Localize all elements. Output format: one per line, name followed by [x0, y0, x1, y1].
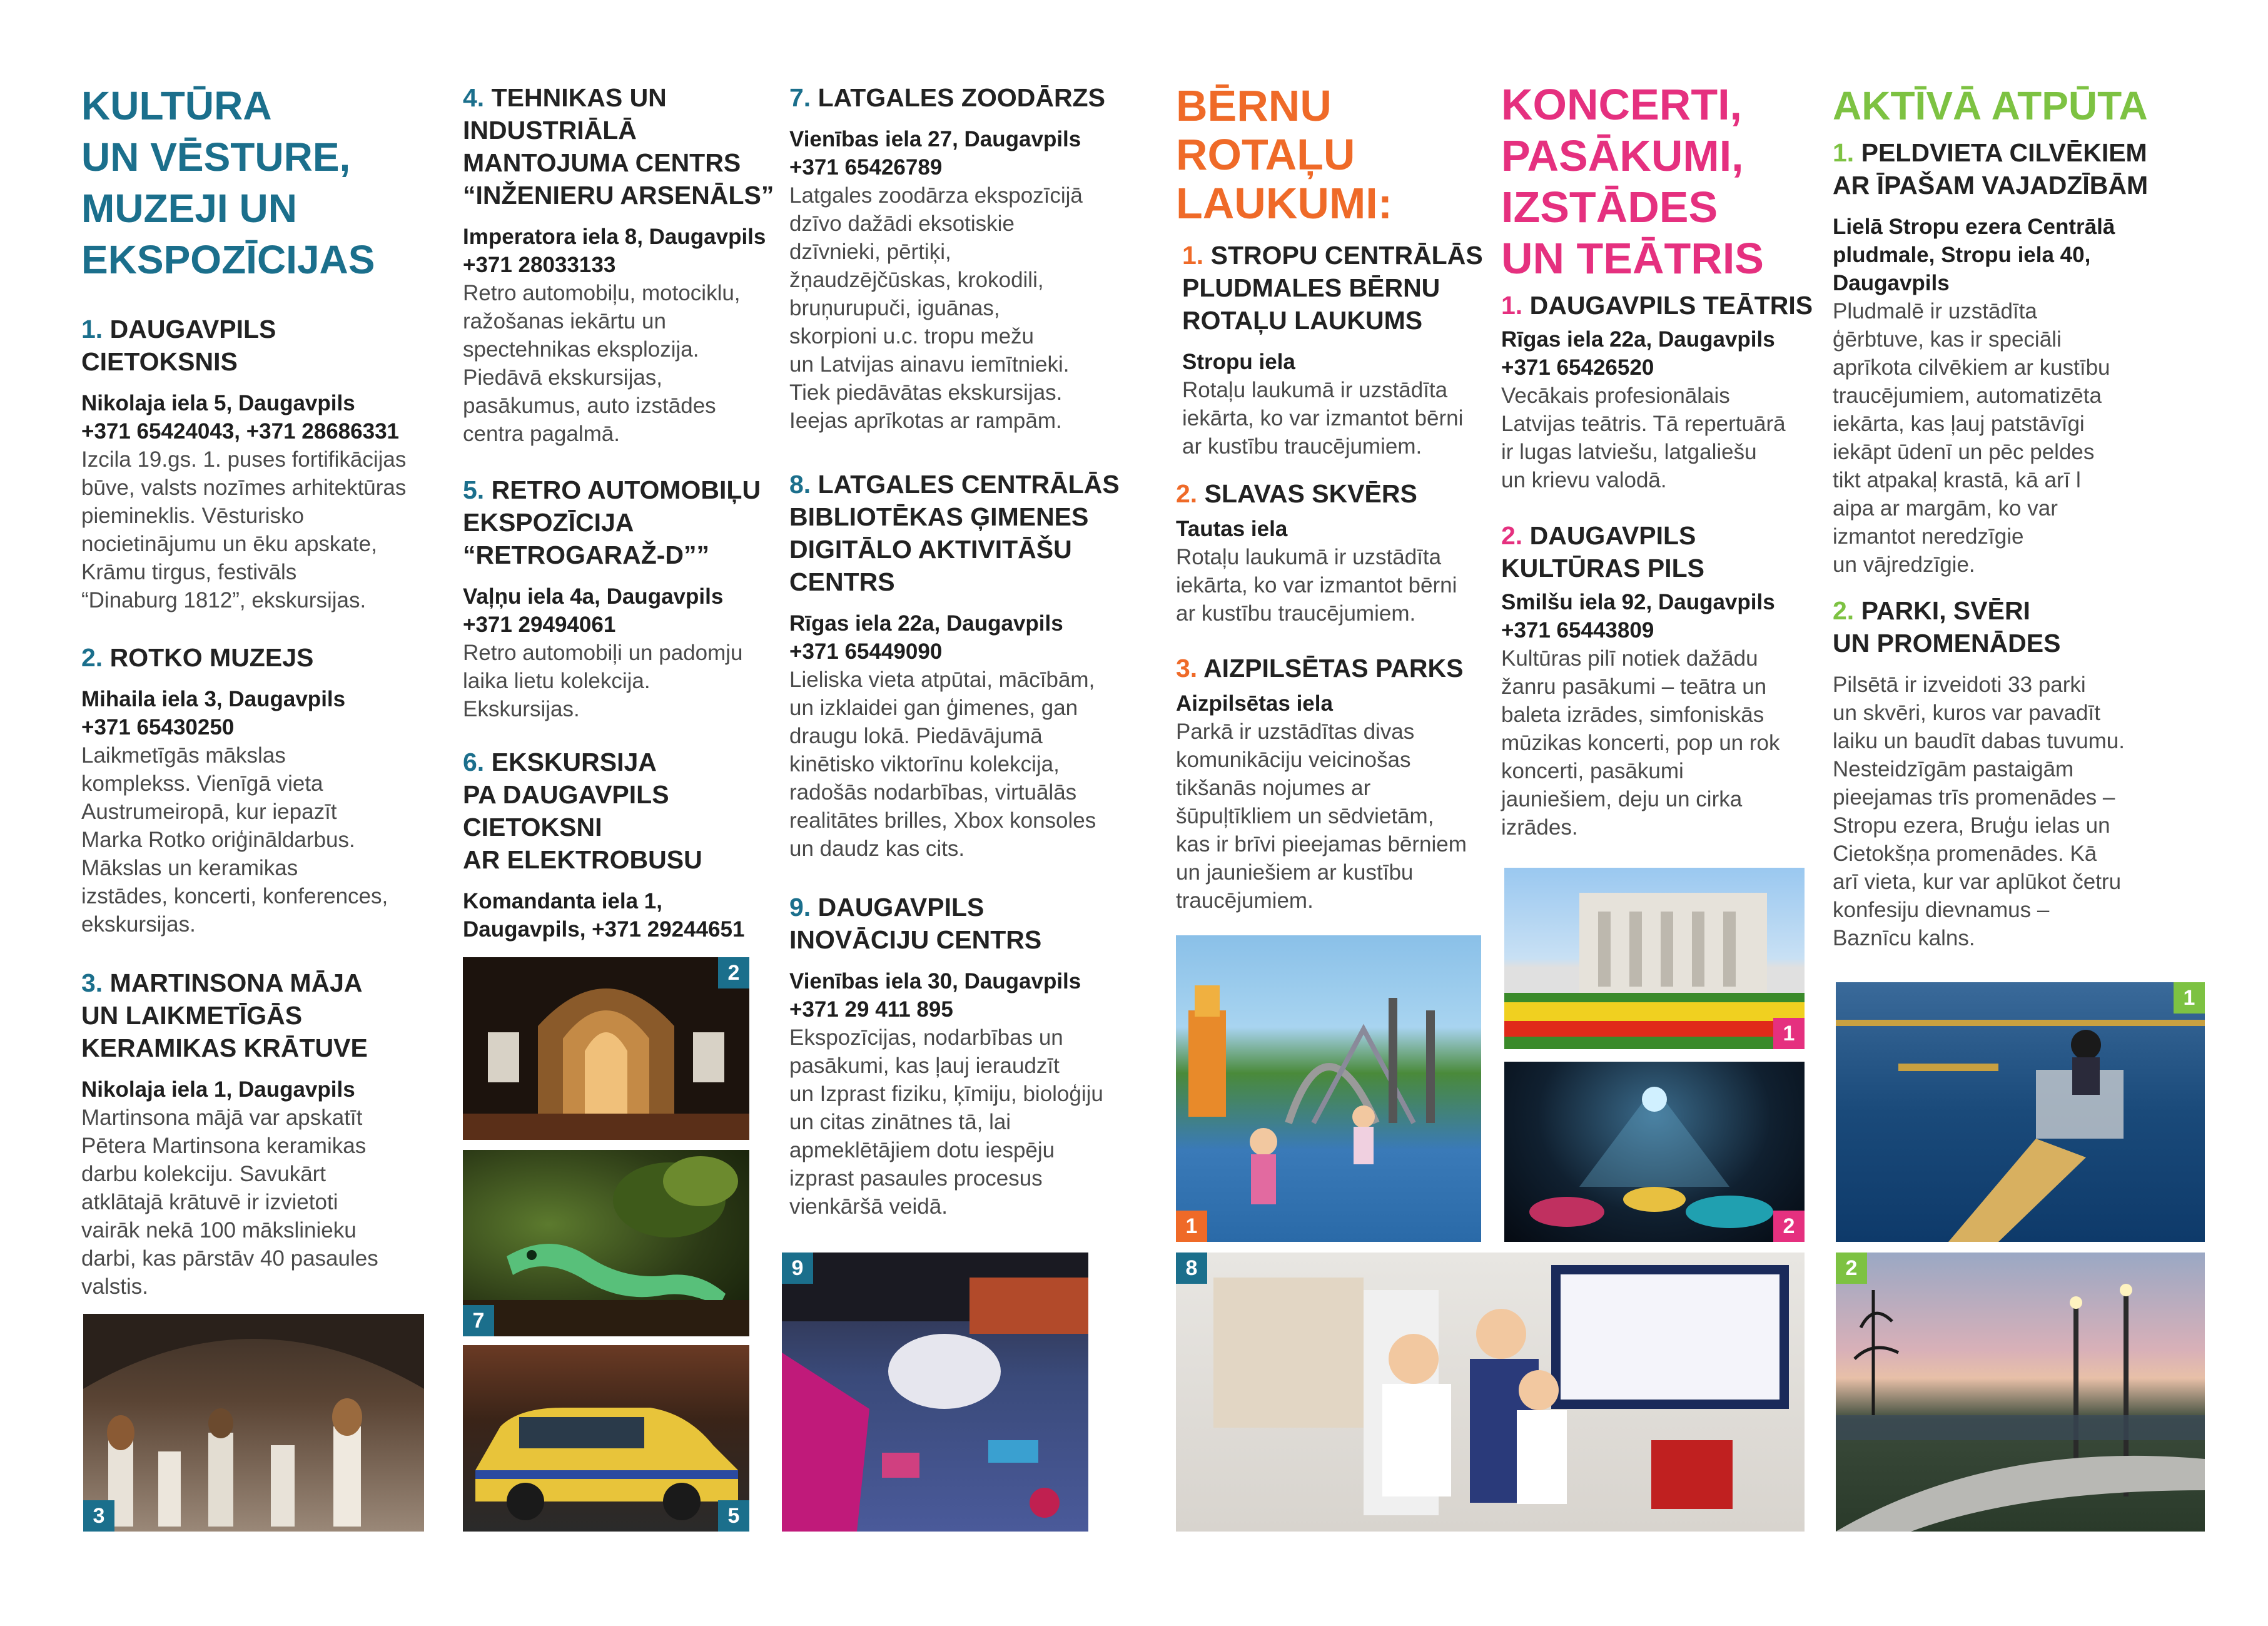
entry-number: 2.: [81, 643, 103, 672]
badge-2: 2: [718, 957, 749, 988]
entry-address: Tautas iela: [1176, 517, 1288, 541]
entry-address: Komandanta iela 1, Daugavpils, +371 29244651: [463, 889, 745, 942]
entry-title: RETRO AUTOMOBIĻU EKSPOZĪCIJA “RETROGARAŽ-D””: [463, 475, 761, 569]
entry-description: Retro automobiļu, motociklu, ražošanas iekārtu un spectehnikas eksplozija. Piedāvā ekskursijas, pasākumus, auto izstādes centra pagalmā.: [463, 281, 741, 446]
entry-title: PELDVIETA CILVĒKIEM AR ĪPAŠAM VAJADZĪBĀM: [1833, 138, 2149, 200]
badge-8: 8: [1176, 1253, 1207, 1284]
entry-title: DAUGAVPILS CIETOKSNIS: [81, 315, 276, 376]
culture-heading: KULTŪRA UN VĒSTURE, MUZEJI UN EKSPOZĪCIJAS: [81, 83, 375, 282]
entry-description: Rotaļu laukumā ir uzstādīta iekārta, ko var izmantot bērni ar kustību traucējumiem.: [1182, 378, 1464, 459]
library-kids-illustration: [1176, 1253, 1805, 1532]
entry-title: MARTINSONA MĀJA UN LAIKMETĪGĀS KERAMIKAS KRĀTUVE: [81, 968, 368, 1062]
entry-number: 3.: [1176, 654, 1198, 683]
events-entry-2: [1501, 519, 1826, 841]
swim-platform-photo: [1836, 982, 2205, 1242]
culture-entry-4: [463, 81, 776, 448]
kids-entry-3: [1176, 652, 1489, 915]
playground-illustration: [1176, 935, 1481, 1242]
entry-title: LATGALES ZOODĀRZS: [818, 83, 1105, 112]
entry-title: DAUGAVPILS KULTŪRAS PILS: [1501, 521, 1704, 582]
entry-title: PARKI, SVĒRI UN PROMENĀDES: [1833, 596, 2061, 658]
entry-address: Imperatora iela 8, Daugavpils +371 28033133: [463, 225, 766, 277]
entry-address: Stropu iela: [1182, 350, 1295, 374]
entry-description: Ekspozīcijas, nodarbības un pasākumi, kas ļauj ieraudzīt un Izprast fiziku, ķīmiju, bioloģiju un citas zinātnes tā, lai apmeklētājiem dotu iespēju izprast pasaules procesus vienkāršā veidā.: [789, 1025, 1103, 1219]
entry-address: Vaļņu iela 4a, Daugavpils +371 29494061: [463, 584, 724, 637]
culture-entry-9: [789, 891, 1127, 1221]
entry-address: Smilšu iela 92, Daugavpils +371 65443809: [1501, 590, 1775, 643]
entry-title: AIZPILSĒTAS PARKS: [1203, 654, 1464, 683]
entry-description: Rotaļu laukumā ir uzstādīta iekārta, ko var izmantot bērni ar kustību traucējumiem.: [1176, 545, 1457, 626]
entry-description: Pilsētā ir izveidoti 33 parki un skvēri, kuros var pavadīt laiku un baudīt dabas tuvumu. Nesteidzīgām pastaigām pieejamas trīs promenādes – Stropu ezera, Bruģu ielas un Cietokšņa promenādes. Kā arī vieta, kur var aplūkot četru konfesiju dievnamus – Baznīcu kalns.: [1833, 673, 2125, 950]
entry-title: DAUGAVPILS INOVĀCIJU CENTRS: [789, 893, 1042, 954]
entry-number: 1.: [1833, 138, 1855, 167]
kids-entry-1: [1182, 239, 1489, 460]
entry-address: Vienības iela 30, Daugavpils +371 29 411 895: [789, 969, 1081, 1022]
entry-number: 5.: [463, 475, 485, 504]
promenade-photo: [1836, 1253, 2205, 1532]
entry-number: 8.: [789, 470, 811, 499]
entry-number: 3.: [81, 968, 103, 997]
events-heading: KONCERTI, PASĀKUMI, IZSTĀDES UN TEĀTRIS: [1501, 80, 1764, 283]
entry-description: Martinsona mājā var apskatīt Pētera Martinsona keramikas darbu kolekciju. Savukārt atklātajā krātuvē ir izvietoti vairāk nekā 100 mākslinieku darbi, kas pārstāv 40 pasaules valstis.: [81, 1105, 378, 1299]
entry-title: EKSKURSIJA PA DAUGAVPILS CIETOKSNI AR ELEKTROBUSU: [463, 748, 702, 874]
theatre-photo: [1504, 868, 1805, 1049]
retro-car-photo: [463, 1345, 749, 1532]
entry-address: Lielā Stropu ezera Centrālā pludmale, Stropu iela 40, Daugavpils: [1833, 215, 2115, 295]
badge-active-2: 2: [1836, 1253, 1867, 1284]
culture-entry-2: [81, 641, 432, 938]
theatre-illustration: [1504, 868, 1805, 1049]
badge-3: 3: [83, 1500, 114, 1532]
culture-entry-5: [463, 474, 776, 723]
entry-address: Rīgas iela 22a, Daugavpils +371 65449090: [789, 611, 1063, 664]
entry-title: SLAVAS SKVĒRS: [1204, 479, 1417, 508]
swim-platform-illustration: [1836, 982, 2205, 1242]
entry-address: Aizpilsētas iela: [1176, 691, 1333, 716]
culture-entry-6: [463, 746, 776, 943]
entry-number: 2.: [1501, 521, 1523, 550]
retro-car-illustration: [463, 1345, 749, 1532]
badge-5: 5: [718, 1500, 749, 1532]
entry-description: Kultūras pilī notiek dažādu žanru pasākumi – teātra un baleta izrādes, simfoniskās mūzikas koncerti, pop un rok koncerti, pasākumi jauniešiem, deju un cirka izrādes.: [1501, 646, 1780, 840]
badge-kids-1: 1: [1176, 1211, 1207, 1242]
entry-description: Vecākais profesionālais Latvijas teātris. Tā repertuārā ir lugas latviešu, latgaliešu un krievu valodā.: [1501, 384, 1786, 492]
fortress-vault-illustration: [463, 957, 749, 1140]
iguana-photo: [463, 1150, 749, 1336]
active-entry-1: [1833, 136, 2183, 579]
entry-number: 2.: [1176, 479, 1198, 508]
entry-title: ROTKO MUZEJS: [109, 643, 314, 672]
promenade-illustration: [1836, 1253, 2205, 1532]
iguana-illustration: [463, 1150, 749, 1336]
entry-address: Nikolaja iela 1, Daugavpils: [81, 1077, 355, 1102]
entry-number: 6.: [463, 748, 485, 776]
entry-description: Parkā ir uzstādītas divas komunikāciju veicinošas tikšanās nojumes ar šūpuļtīkliem un sēdvietām, kas ir brīvi pieejamas bērniem un jauniešiem ar kustību traucējumiem.: [1176, 719, 1467, 913]
entry-number: 2.: [1833, 596, 1855, 625]
ceramics-storage-photo: [83, 1314, 424, 1532]
entry-description: Laikmetīgās mākslas komplekss. Vienīgā vieta Austrumeiropā, kur iepazīt Marka Rotko oriģināldarbus. Mākslas un keramikas izstādes, koncerti, konferences, ekskursijas.: [81, 743, 388, 937]
entry-number: 9.: [789, 893, 811, 922]
entry-description: Lieliska vieta atpūtai, mācībām, un izklaidei gan ģimenes, gan draugu lokā. Piedāvājumā kinētisko viktorīnu kolekcija, radošās nodarbības, virtuālās realitātes brilles, Xbox konsoles un daudz kas cits.: [789, 668, 1096, 861]
entry-address: Rīgas iela 22a, Daugavpils +371 65426520: [1501, 327, 1775, 380]
playground-photo: [1176, 935, 1481, 1242]
entry-title: DAUGAVPILS TEĀTRIS: [1529, 291, 1813, 320]
entry-description: Pludmalē ir uzstādīta ģērbtuve, kas ir speciāli aprīkota cilvēkiem ar kustību traucējumiem, automatizēta iekārta, kas ļauj patstāvīgi iekāpt ūdenī un pēc peldes tikt atpakaļ krastā, kā arī l aipa ar margām, ko var izmantot neredzīgie un vājredzīgie.: [1833, 299, 2110, 577]
entry-number: 1.: [1501, 291, 1523, 320]
ceramics-storage-illustration: [83, 1314, 424, 1532]
culture-entry-7: [789, 81, 1127, 435]
culture-entry-3: [81, 967, 432, 1301]
fortress-vault-photo: [463, 957, 749, 1140]
entry-description: Latgales zoodārza ekspozīcijā dzīvo dažādi eksotiskie dzīvnieki, pērtiķi, žņaudzējčūskas, krokodili, bruņurupuči, iguānas, skorpioni u.c. tropu mežu un Latvijas ainavu iemītnieki. Tiek piedāvātas ekskursijas. Ieejas aprīkotas ar rampām.: [789, 183, 1083, 433]
innovation-center-illustration: [782, 1253, 1088, 1532]
entry-description: Izcila 19.gs. 1. puses fortifikācijas būve, valsts nozīmes arhitektūras piemineklis. Vēsturisko nocietinājumu un ēku apskate, Krāmu tirgus, festivāls “Dinaburg 1812”, ekskursijas.: [81, 447, 407, 612]
entry-number: 1.: [81, 315, 103, 343]
culture-entry-1: [81, 313, 432, 614]
concert-photo: [1504, 1062, 1805, 1242]
entry-number: 1.: [1182, 241, 1204, 270]
entry-address: Mihaila iela 3, Daugavpils +371 65430250: [81, 687, 346, 739]
entry-address: Vienības iela 27, Daugavpils +371 65426789: [789, 127, 1081, 180]
library-kids-photo: [1176, 1253, 1805, 1532]
badge-9: 9: [782, 1253, 813, 1284]
entry-number: 4.: [463, 83, 485, 112]
active-entry-2: [1833, 594, 2183, 952]
badge-events-1: 1: [1773, 1018, 1805, 1049]
innovation-center-photo: [782, 1253, 1088, 1532]
badge-7: 7: [463, 1305, 494, 1336]
active-heading: AKTĪVĀ ATPŪTA: [1833, 83, 2148, 128]
entry-title: LATGALES CENTRĀLĀS BIBLIOTĒKAS ĢIMENES DIGITĀLO AKTIVITĀŠU CENTRS: [789, 470, 1120, 596]
entry-title: TEHNIKAS UN INDUSTRIĀLĀ MANTOJUMA CENTRS “INŽENIERU ARSENĀLS”: [463, 83, 774, 210]
badge-events-2: 2: [1773, 1211, 1805, 1242]
badge-active-1: 1: [2174, 982, 2205, 1014]
entry-address: Nikolaja iela 5, Daugavpils +371 65424043, +371 28686331: [81, 391, 400, 444]
kids-heading: BĒRNU ROTAĻU LAUKUMI:: [1176, 81, 1393, 228]
entry-description: Retro automobiļi un padomju laika lietu kolekcija. Ekskursijas.: [463, 641, 743, 721]
entry-number: 7.: [789, 83, 811, 112]
kids-entry-2: [1176, 477, 1489, 628]
events-entry-1: [1501, 289, 1826, 494]
culture-entry-8: [789, 468, 1127, 863]
entry-title: STROPU CENTRĀLĀS PLUDMALES BĒRNU ROTAĻU LAUKUMS: [1182, 241, 1483, 335]
concert-illustration: [1504, 1062, 1805, 1242]
